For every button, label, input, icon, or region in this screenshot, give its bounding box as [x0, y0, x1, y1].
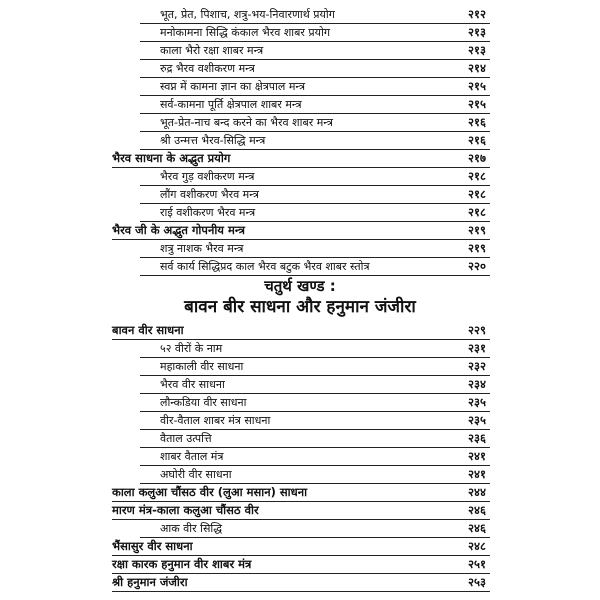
toc-row: [140, 132, 490, 150]
toc-row: [112, 222, 490, 240]
toc-entry-title: स्वप्न में कामना ज्ञान का क्षेत्रपाल मन्त्र: [160, 80, 306, 93]
toc-row: [140, 114, 490, 132]
toc-entry-title: काला भैरो रक्षा शाबर मन्त्र: [160, 44, 264, 57]
toc-row: [140, 258, 490, 276]
toc-entry-title: भैरव गुड़ वशीकरण मन्त्र: [160, 170, 255, 183]
toc-entry-page: २३४: [468, 377, 486, 391]
toc-entry-title: काला कलुआ चौंसठ वीर (लुआ मसान) साधना: [112, 485, 308, 499]
toc-row: [140, 186, 490, 204]
toc-entry-page: २१९: [468, 223, 486, 237]
toc-entry-page: २१२: [468, 7, 486, 21]
toc-row: [140, 96, 490, 114]
toc-entry-page: २३१: [468, 341, 486, 355]
toc-entry-page: २२९: [468, 323, 486, 337]
toc-entry-page: २१७: [468, 151, 486, 165]
toc-entry-title: वीर-वैताल शाबर मंत्र साधना: [160, 414, 271, 427]
toc-row: [140, 520, 490, 538]
toc-entry-page: २१८: [468, 187, 486, 201]
toc-entry-page: २५१: [468, 557, 486, 571]
toc-entry-page: २३२: [468, 359, 486, 373]
toc-entry-title: भूत-प्रेत-नाच बन्द करने का भैरव शाबर मन्त्र: [160, 116, 333, 129]
toc-row: [140, 376, 490, 394]
toc-row: [140, 358, 490, 376]
toc-entry-title: बावन वीर साधना: [112, 323, 184, 337]
toc-row: [112, 322, 490, 340]
toc-entry-title: ५२ वीरों के नाम: [160, 342, 223, 355]
toc-entry-title: श्री उन्मत्त भैरव-सिद्धि मन्त्र: [160, 134, 266, 147]
toc-entry-title: लौन्कडिया वीर साधना: [160, 396, 247, 409]
toc-entry-title: आक वीर सिद्धि: [160, 522, 223, 535]
toc-entry-page: २१४: [468, 61, 486, 75]
toc-entry-title: भैंसासुर वीर साधना: [112, 539, 193, 553]
toc-entry-page: २१३: [468, 43, 486, 57]
toc-entry-page: २२०: [468, 259, 486, 273]
toc-row: [140, 448, 490, 466]
toc-entry-title: वैताल उत्पत्ति: [160, 432, 212, 445]
toc-row: [112, 574, 490, 592]
toc-entry-page: २४६: [468, 503, 486, 517]
toc-entry-page: २४१: [468, 467, 486, 481]
toc-entry-page: २१६: [468, 115, 486, 129]
toc-entry-title: सर्व कार्य सिद्धिप्रद काल भैरव बटुक भैरव शाबर स्तोत्र: [160, 260, 370, 273]
toc-row: [140, 412, 490, 430]
toc-entry-page: २५३: [468, 575, 486, 589]
toc-row: [140, 78, 490, 96]
toc-entry-title: शत्रु नाशक भैरव मन्त्र: [160, 242, 244, 255]
toc-row: [140, 340, 490, 358]
toc-row: [112, 502, 490, 520]
toc-row: [140, 60, 490, 78]
toc-row: [140, 42, 490, 60]
toc-entry-page: २४८: [468, 539, 486, 553]
toc-entry-title: अघोरी वीर साधना: [160, 468, 232, 481]
toc-entry-page: २१५: [468, 79, 486, 93]
toc-entry-page: २१८: [468, 205, 486, 219]
toc-entry-page: २३५: [468, 413, 486, 427]
toc-row: [140, 168, 490, 186]
toc-entry-page: २४६: [468, 521, 486, 535]
toc-entry-page: २१९: [468, 241, 486, 255]
toc-entry-title: महाकाली वीर साधना: [160, 360, 244, 373]
toc-entry-title: भैरव वीर साधना: [160, 378, 225, 391]
toc-row: [140, 466, 490, 484]
toc-entry-title: सर्व-कामना पूर्ति क्षेत्रपाल शाबर मन्त्र: [160, 98, 302, 111]
toc-entry-page: २१५: [468, 97, 486, 111]
toc-row: [112, 150, 490, 168]
toc-entry-page: २१३: [468, 25, 486, 39]
toc-entry-page: २३६: [468, 431, 486, 445]
toc-entry-title: भैरव जी के अद्भुत गोपनीय मन्त्र: [112, 223, 245, 237]
toc-entry-page: २३५: [468, 395, 486, 409]
toc-entry-title: रक्षा कारक हनुमान वीर शाबर मंत्र: [112, 557, 252, 571]
toc-entry-title: भैरव साधना के अद्भुत प्रयोग: [112, 151, 231, 165]
toc-entry-title: भूत, प्रेत, पिशाच, शत्रु-भय-निवारणार्थ प्रयोग: [160, 8, 335, 21]
toc-row: [140, 430, 490, 448]
toc-row: [140, 394, 490, 412]
toc-entry-title: मनोकामना सिद्धि कंकाल भैरव शाबर प्रयोग: [160, 26, 331, 39]
toc-entry-title: लौंग वशीकरण भैरव मन्त्र: [160, 188, 259, 201]
toc-row: [112, 538, 490, 556]
toc-entry-title: शाबर वैताल मंत्र: [160, 450, 224, 463]
toc-entry-page: २१६: [468, 133, 486, 147]
toc-entry-page: २४१: [468, 449, 486, 463]
toc-row: [140, 24, 490, 42]
toc-row: [140, 6, 490, 24]
toc-row: [112, 484, 490, 502]
section-title: बावन बीर साधना और हनुमान जंजीरा: [184, 297, 416, 317]
toc-row: [140, 240, 490, 258]
toc-entry-title: मारण मंत्र-काला कलुआ चौंसठ वीर: [112, 503, 259, 517]
toc-row: [140, 204, 490, 222]
toc-entry-page: २१८: [468, 169, 486, 183]
toc-entry-title: श्री हनुमान जंजीरा: [112, 575, 188, 589]
toc-entry-title: रुद्र भैरव वशीकरण मन्त्र: [160, 62, 255, 75]
section-label: चतुर्थ खण्ड :: [264, 277, 336, 295]
toc-entry-title: राई वशीकरण भैरव मन्त्र: [160, 206, 256, 219]
toc-entry-page: २४४: [468, 485, 486, 499]
toc-row: [112, 556, 490, 574]
